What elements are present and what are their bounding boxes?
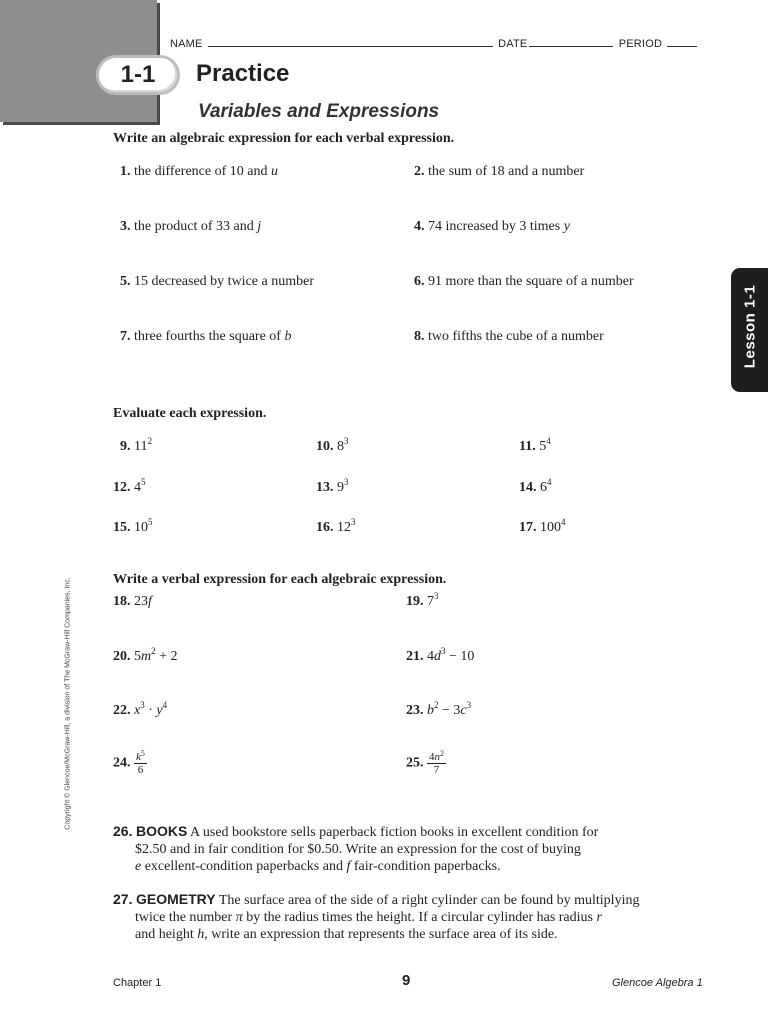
question-16: 16. $12^3$ (316, 517, 356, 535)
period-label: PERIOD (618, 38, 663, 50)
question-5: 5. 15 decreased by twice a number (120, 274, 314, 289)
lesson-side-tab-label: Lesson 1-1 (741, 284, 759, 369)
question-21: 21. $4d^3 - 10$ (406, 646, 475, 664)
lesson-number-badge: 1-1 (96, 55, 180, 95)
footer-chapter: Chapter 1 (113, 977, 162, 989)
page-title: Practice (196, 60, 290, 87)
question-23: 23. $b^2 - 3c^3$ (406, 700, 472, 718)
expression-21: $4d^3 - 10$ (427, 646, 475, 664)
page-subtitle: Variables and Expressions (198, 101, 440, 122)
question-12: 12. $4^5$ (113, 477, 146, 495)
name-blank[interactable] (208, 36, 493, 47)
expression-25: $\frac{4n^2}{7}$ (429, 749, 444, 776)
question-18: 18. 23f (113, 594, 152, 609)
question-13: 13. $9^3$ (316, 477, 349, 495)
expression-20: $5m^2 + 2$ (134, 646, 178, 664)
question-11: 11. $5^4$ (519, 436, 551, 454)
question-20: 20. $5m^2 + 2$ (113, 646, 178, 664)
question-1: 1. the difference of 10 and u (120, 164, 278, 179)
date-label: DATE (498, 38, 528, 50)
footer-page-number: 9 (402, 972, 411, 989)
question-4: 4. 74 increased by 3 times y (414, 219, 570, 234)
question-10: 10. $8^3$ (316, 436, 349, 454)
question-7: 7. three fourths the square of b (120, 329, 292, 344)
expression-22: $x^3 \cdot y^4$ (134, 700, 168, 718)
question-17: 17. $100^4$ (519, 517, 566, 535)
question-9: 9. $11^2$ (120, 436, 152, 454)
question-14: 14. $6^4$ (519, 477, 552, 495)
question-2: 2. the sum of 18 and a number (414, 164, 585, 179)
section1-instruction: Write an algebraic expression for each verbal expression. (113, 131, 455, 146)
question-24: 24. $\frac{k^5}{6}$ (113, 749, 145, 776)
copyright-notice: Copyright © Glencoe/McGraw-Hill, a division of The McGraw-Hill Companies, Inc. (64, 577, 72, 830)
student-info-header (170, 36, 699, 50)
question-8: 8. two fifths the cube of a number (414, 329, 604, 344)
question-6: 6. 91 more than the square of a number (414, 274, 634, 289)
period-blank[interactable] (667, 36, 697, 47)
date-blank[interactable] (529, 36, 613, 47)
footer-book-title: Glencoe Algebra 1 (612, 977, 703, 989)
problem-26: 26. BOOKS A used bookstore sells paperback fiction books in excellent condition for $2.50 and in fair condition for $0.50. Write an expression for the cost of buying e excellent-condition paperbacks and f fair-condition paperbacks. (113, 823, 599, 874)
section2-instruction: Evaluate each expression. (113, 406, 267, 421)
section3-instruction: Write a verbal expression for each algebraic expression. (113, 572, 447, 587)
question-19: 19. $7^3$ (406, 591, 439, 609)
name-label: NAME (170, 38, 203, 50)
question-22: 22. $x^3 \cdot y^4$ (113, 700, 168, 718)
expression-23: $b^2 - 3c^3$ (427, 700, 472, 718)
question-25: 25. $\frac{4n^2}{7}$ (406, 749, 444, 776)
expression-24: $\frac{k^5}{6}$ (136, 749, 145, 776)
expression-18: 23f (134, 594, 152, 609)
problem-27: 27. GEOMETRY The surface area of the side of a right cylinder can be found by multiplying twice the number π by the radius times the height. If a circular cylinder has radius r and height h, write an expression that represents the surface area of its side. (113, 891, 640, 942)
expression-19: $7^3$ (427, 591, 439, 609)
question-3: 3. the product of 33 and j (120, 219, 262, 234)
question-15: 15. $10^5$ (113, 517, 153, 535)
